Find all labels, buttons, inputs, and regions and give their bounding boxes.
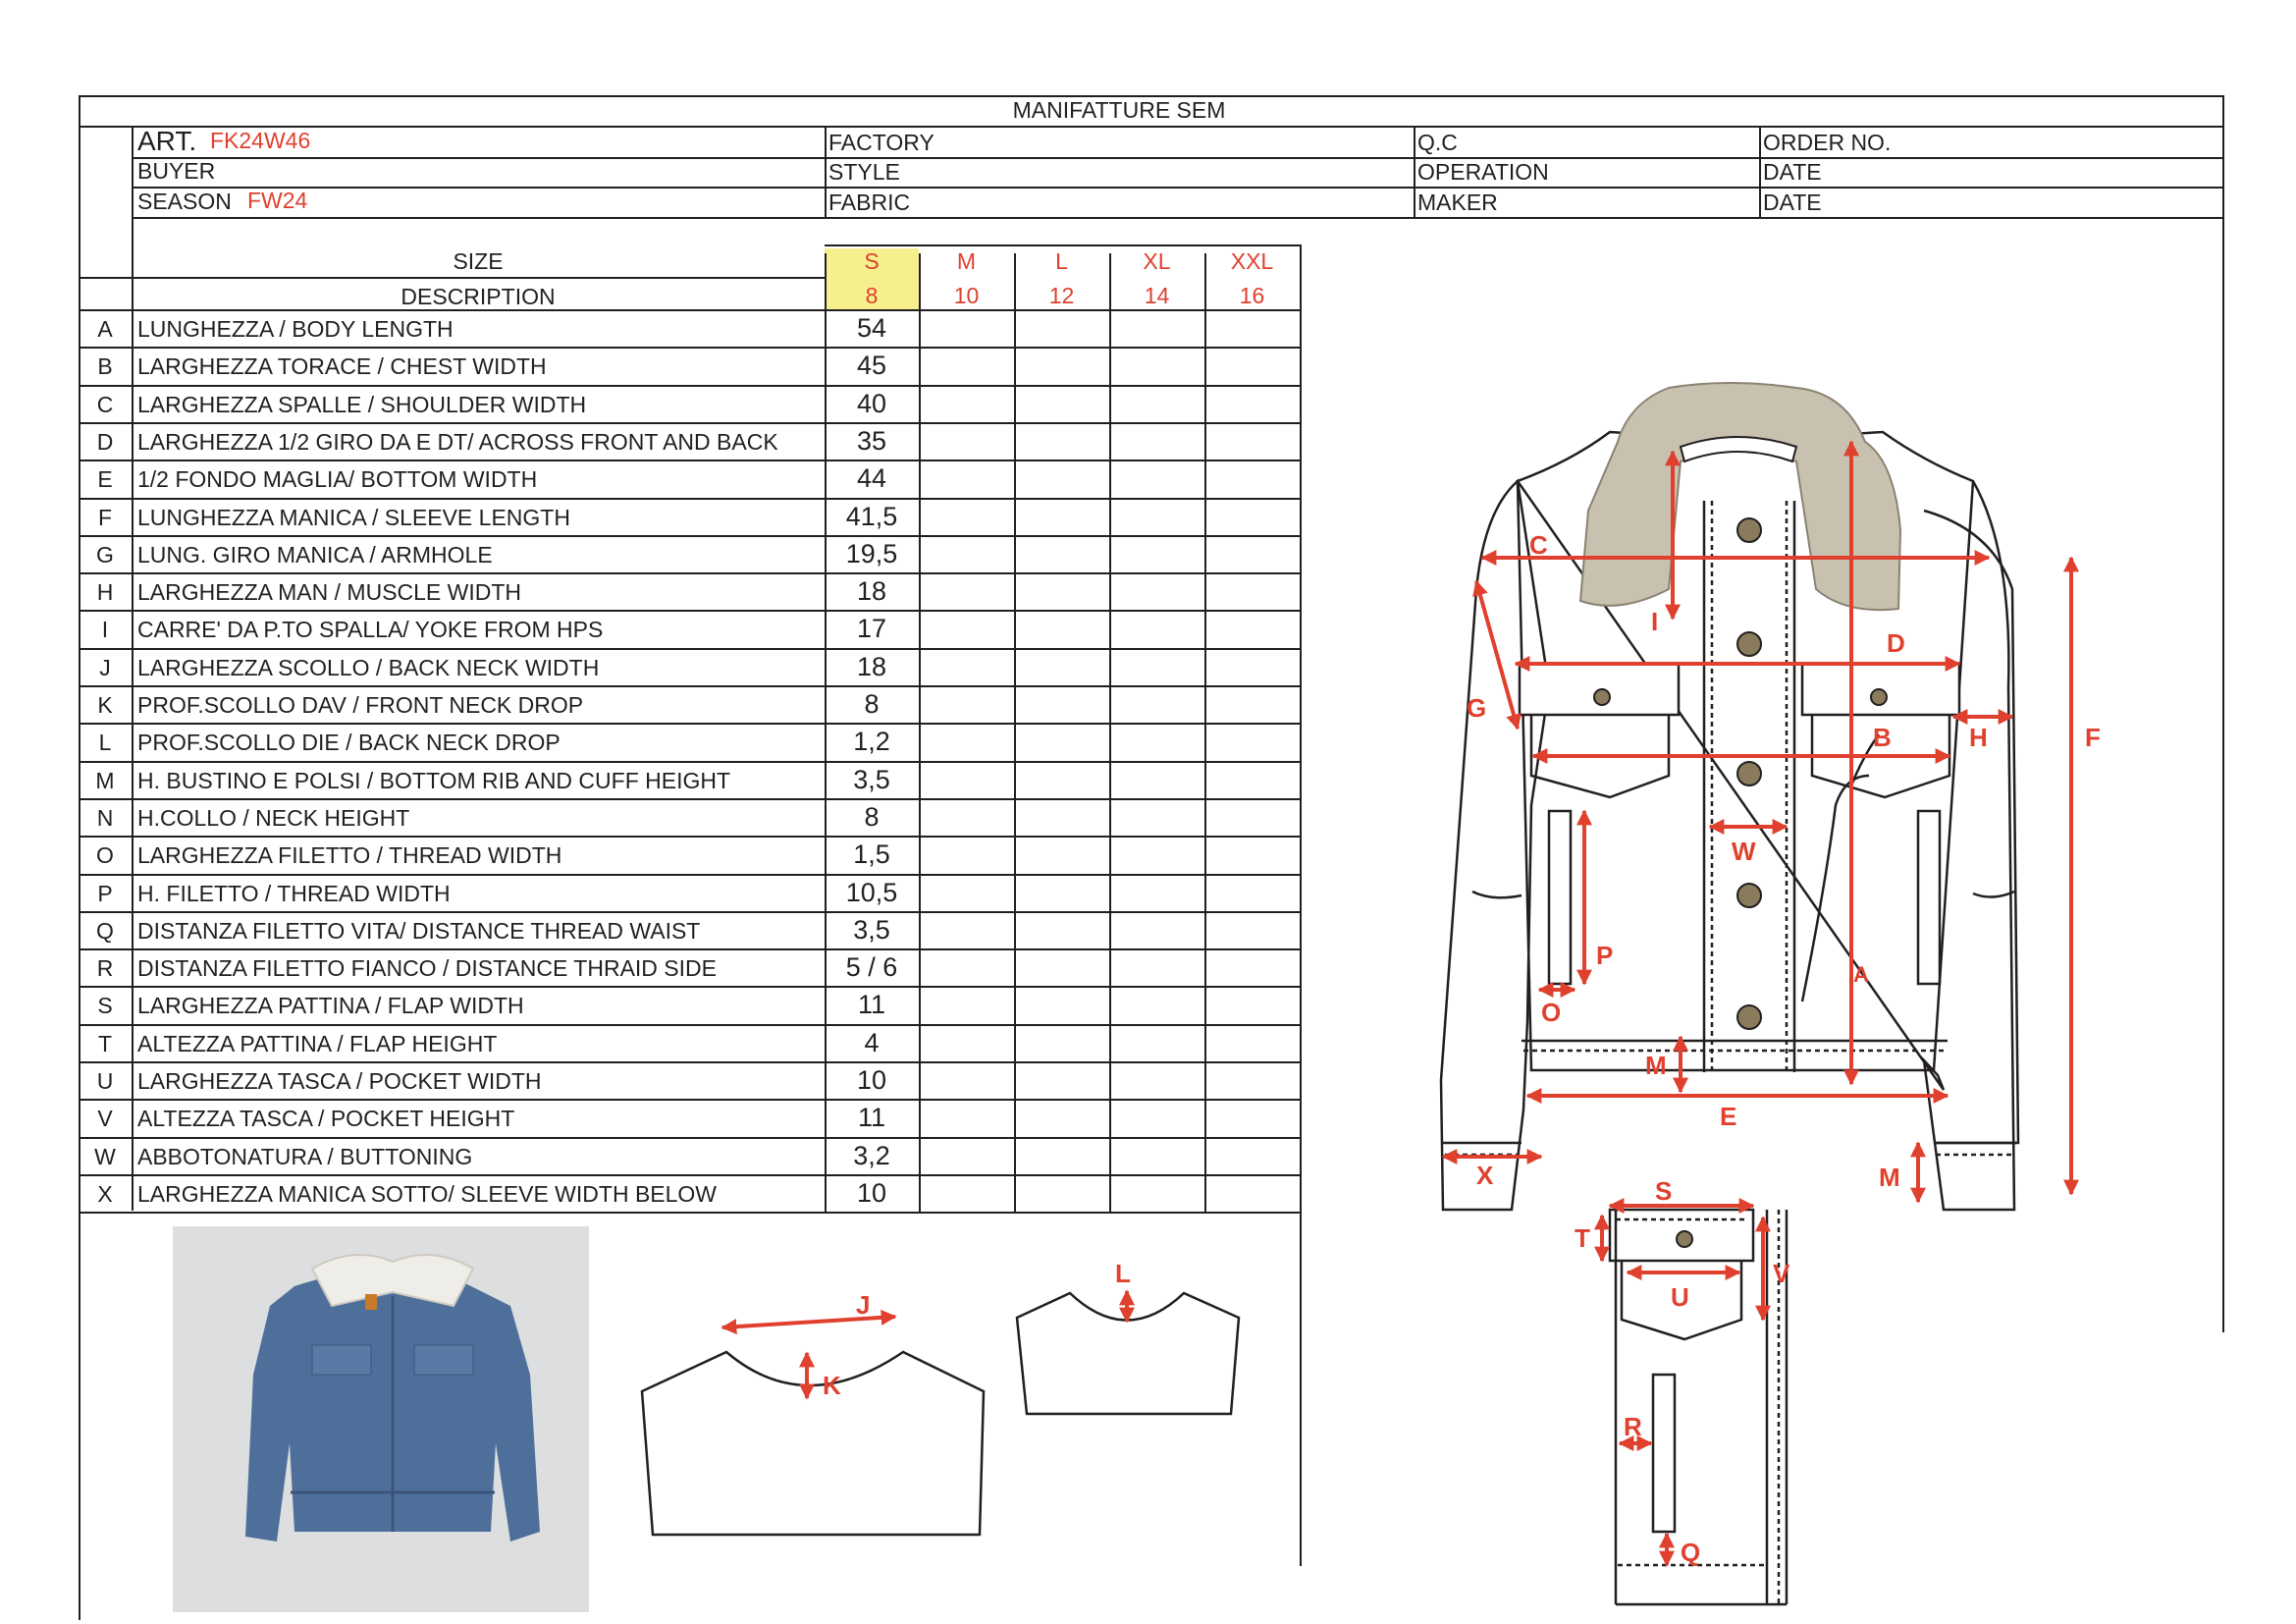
company-name: MANIFATTURE SEM — [1012, 97, 1226, 123]
row-value-s: 10 — [856, 1178, 887, 1208]
row-description: LARGHEZZA SPALLE / SHOULDER WIDTH — [137, 392, 587, 417]
row-description: LARGHEZZA SCOLLO / BACK NECK WIDTH — [137, 655, 600, 680]
row-value-s: 19,5 — [845, 539, 898, 568]
row-description: DISTANZA FILETTO FIANCO / DISTANCE THRAID SIDE — [137, 955, 717, 981]
row-code: X — [97, 1181, 113, 1207]
row-description: LUNG. GIRO MANICA / ARMHOLE — [137, 542, 493, 568]
dim-label-c: C — [1529, 530, 1548, 560]
row-code: R — [96, 955, 114, 981]
row-value-s: 17 — [856, 614, 887, 643]
row-code: B — [97, 353, 113, 379]
row-description: H. FILETTO / THREAD WIDTH — [137, 881, 451, 906]
size-header: SIZE — [453, 248, 504, 274]
size-number: 16 — [1239, 283, 1265, 308]
row-code: O — [96, 842, 114, 868]
row-description: DISTANZA FILETTO VITA/ DISTANCE THREAD WAIST — [137, 918, 701, 944]
row-code: C — [96, 392, 114, 417]
dim-label-x: X — [1476, 1161, 1494, 1190]
row-description: PROF.SCOLLO DIE / BACK NECK DROP — [137, 730, 561, 755]
dim-label-s: S — [1655, 1176, 1673, 1206]
row-description: H. BUSTINO E POLSI / BOTTOM RIB AND CUFF HEIGHT — [137, 768, 731, 793]
row-value-s: 18 — [856, 652, 887, 681]
row-code: E — [97, 466, 113, 492]
row-code: S — [97, 993, 113, 1018]
row-code: D — [96, 429, 114, 455]
row-description: LARGHEZZA MANICA SOTTO/ SLEEVE WIDTH BELOW — [137, 1181, 718, 1207]
row-description: LUNGHEZZA MANICA / SLEEVE LENGTH — [137, 505, 570, 530]
row-code: N — [96, 805, 114, 831]
row-code: Q — [96, 918, 114, 944]
row-description: ABBOTONATURA / BUTTONING — [137, 1144, 473, 1169]
row-description: LARGHEZZA MAN / MUSCLE WIDTH — [137, 579, 522, 605]
row-description: ALTEZZA PATTINA / FLAP HEIGHT — [137, 1031, 498, 1056]
size-label: XXL — [1230, 248, 1274, 274]
fabric-label: FABRIC — [828, 189, 911, 215]
row-description: LARGHEZZA FILETTO / THREAD WIDTH — [137, 842, 562, 868]
row-description: LARGHEZZA TORACE / CHEST WIDTH — [137, 353, 547, 379]
row-value-s: 11 — [857, 1103, 886, 1132]
row-value-s: 1,5 — [853, 839, 890, 869]
row-code: H — [96, 579, 114, 605]
size-label: L — [1055, 248, 1068, 274]
season-value: FW24 — [247, 188, 308, 213]
description-header: DESCRIPTION — [400, 284, 556, 309]
size-number: 12 — [1048, 283, 1075, 308]
row-value-s: 4 — [864, 1028, 880, 1057]
size-label: M — [956, 248, 977, 274]
row-value-s: 40 — [856, 389, 887, 418]
row-code: V — [97, 1106, 113, 1131]
dim-label-u: U — [1671, 1282, 1689, 1312]
dim-label-k: K — [823, 1371, 841, 1400]
dim-label-m-cuff: M — [1879, 1163, 1900, 1192]
row-value-s: 10,5 — [845, 878, 898, 907]
dim-label-m: M — [1645, 1051, 1667, 1080]
row-code: W — [94, 1144, 116, 1169]
row-code: L — [98, 730, 112, 755]
row-description: ALTEZZA TASCA / POCKET HEIGHT — [137, 1106, 515, 1131]
dim-label-l: L — [1115, 1259, 1131, 1288]
row-code: P — [97, 881, 113, 906]
art-value: FK24W46 — [210, 128, 311, 153]
dim-label-f: F — [2085, 723, 2101, 752]
size-label: S — [864, 248, 880, 274]
row-description: LARGHEZZA PATTINA / FLAP WIDTH — [137, 993, 524, 1018]
size-number: 14 — [1144, 283, 1170, 308]
buyer-label: BUYER — [137, 158, 216, 184]
row-value-s: 54 — [856, 313, 887, 343]
dim-label-g: G — [1467, 693, 1487, 723]
row-description: LARGHEZZA TASCA / POCKET WIDTH — [137, 1068, 542, 1094]
art-label: ART. — [137, 126, 197, 156]
dim-label-r: R — [1624, 1412, 1642, 1441]
dim-label-a: A — [1853, 962, 1869, 987]
row-description: H.COLLO / NECK HEIGHT — [137, 805, 410, 831]
row-value-s: 3,2 — [853, 1141, 890, 1170]
row-value-s: 41,5 — [845, 502, 898, 531]
size-label: XL — [1143, 248, 1171, 274]
dim-label-d: D — [1887, 628, 1905, 658]
row-value-s: 11 — [857, 990, 886, 1019]
row-code: K — [97, 692, 113, 718]
row-description: LARGHEZZA 1/2 GIRO DA E DT/ ACROSS FRONT AND BACK — [137, 429, 778, 455]
dim-label-t: T — [1575, 1223, 1590, 1253]
row-code: F — [97, 505, 113, 530]
row-value-s: 3,5 — [853, 765, 890, 794]
product-photo — [173, 1226, 589, 1612]
size-number: 10 — [953, 283, 980, 308]
row-code: I — [101, 617, 109, 642]
dim-label-j: J — [856, 1290, 871, 1320]
row-value-s: 8 — [864, 689, 880, 719]
row-value-s: 1,2 — [853, 727, 890, 756]
date-label: DATE — [1763, 189, 1822, 215]
row-value-s: 45 — [856, 351, 887, 380]
row-value-s: 10 — [856, 1065, 887, 1095]
order-no-label: ORDER NO. — [1763, 130, 1892, 155]
row-description: PROF.SCOLLO DAV / FRONT NECK DROP — [137, 692, 584, 718]
dim-label-q: Q — [1681, 1538, 1701, 1567]
row-code: G — [96, 542, 114, 568]
dim-label-v: V — [1773, 1259, 1790, 1288]
row-code: A — [97, 316, 113, 342]
row-code: U — [96, 1068, 114, 1094]
qc-label: Q.C — [1417, 130, 1458, 155]
row-value-s: 5 / 6 — [845, 952, 898, 982]
front-neck-diagram — [642, 1352, 984, 1535]
row-value-s: 18 — [856, 576, 887, 606]
row-code: M — [95, 768, 115, 793]
style-label: STYLE — [828, 159, 900, 185]
row-description: CARRE' DA P.TO SPALLA/ YOKE FROM HPS — [137, 617, 604, 642]
row-code: T — [97, 1031, 113, 1056]
maker-label: MAKER — [1417, 189, 1498, 215]
dim-label-b: B — [1873, 723, 1892, 752]
size-number: 8 — [865, 283, 879, 308]
season-label: SEASON — [137, 189, 232, 214]
dim-label-w: W — [1732, 837, 1756, 866]
jacket-flat — [1441, 432, 2018, 1210]
dim-label-e: E — [1720, 1102, 1737, 1131]
date-label: DATE — [1763, 159, 1822, 185]
dim-label-h: H — [1969, 723, 1988, 752]
dim-label-p: P — [1596, 941, 1614, 970]
factory-label: FACTORY — [828, 130, 934, 155]
row-code: J — [99, 655, 111, 680]
operation-label: OPERATION — [1417, 159, 1549, 185]
row-value-s: 44 — [856, 463, 887, 493]
row-value-s: 8 — [864, 802, 880, 832]
row-value-s: 35 — [856, 426, 887, 456]
dim-label-o: O — [1541, 998, 1562, 1027]
row-value-s: 3,5 — [853, 915, 890, 945]
row-description: LUNGHEZZA / BODY LENGTH — [137, 316, 454, 342]
dim-label-i: I — [1651, 607, 1659, 636]
row-description: 1/2 FONDO MAGLIA/ BOTTOM WIDTH — [137, 466, 538, 492]
